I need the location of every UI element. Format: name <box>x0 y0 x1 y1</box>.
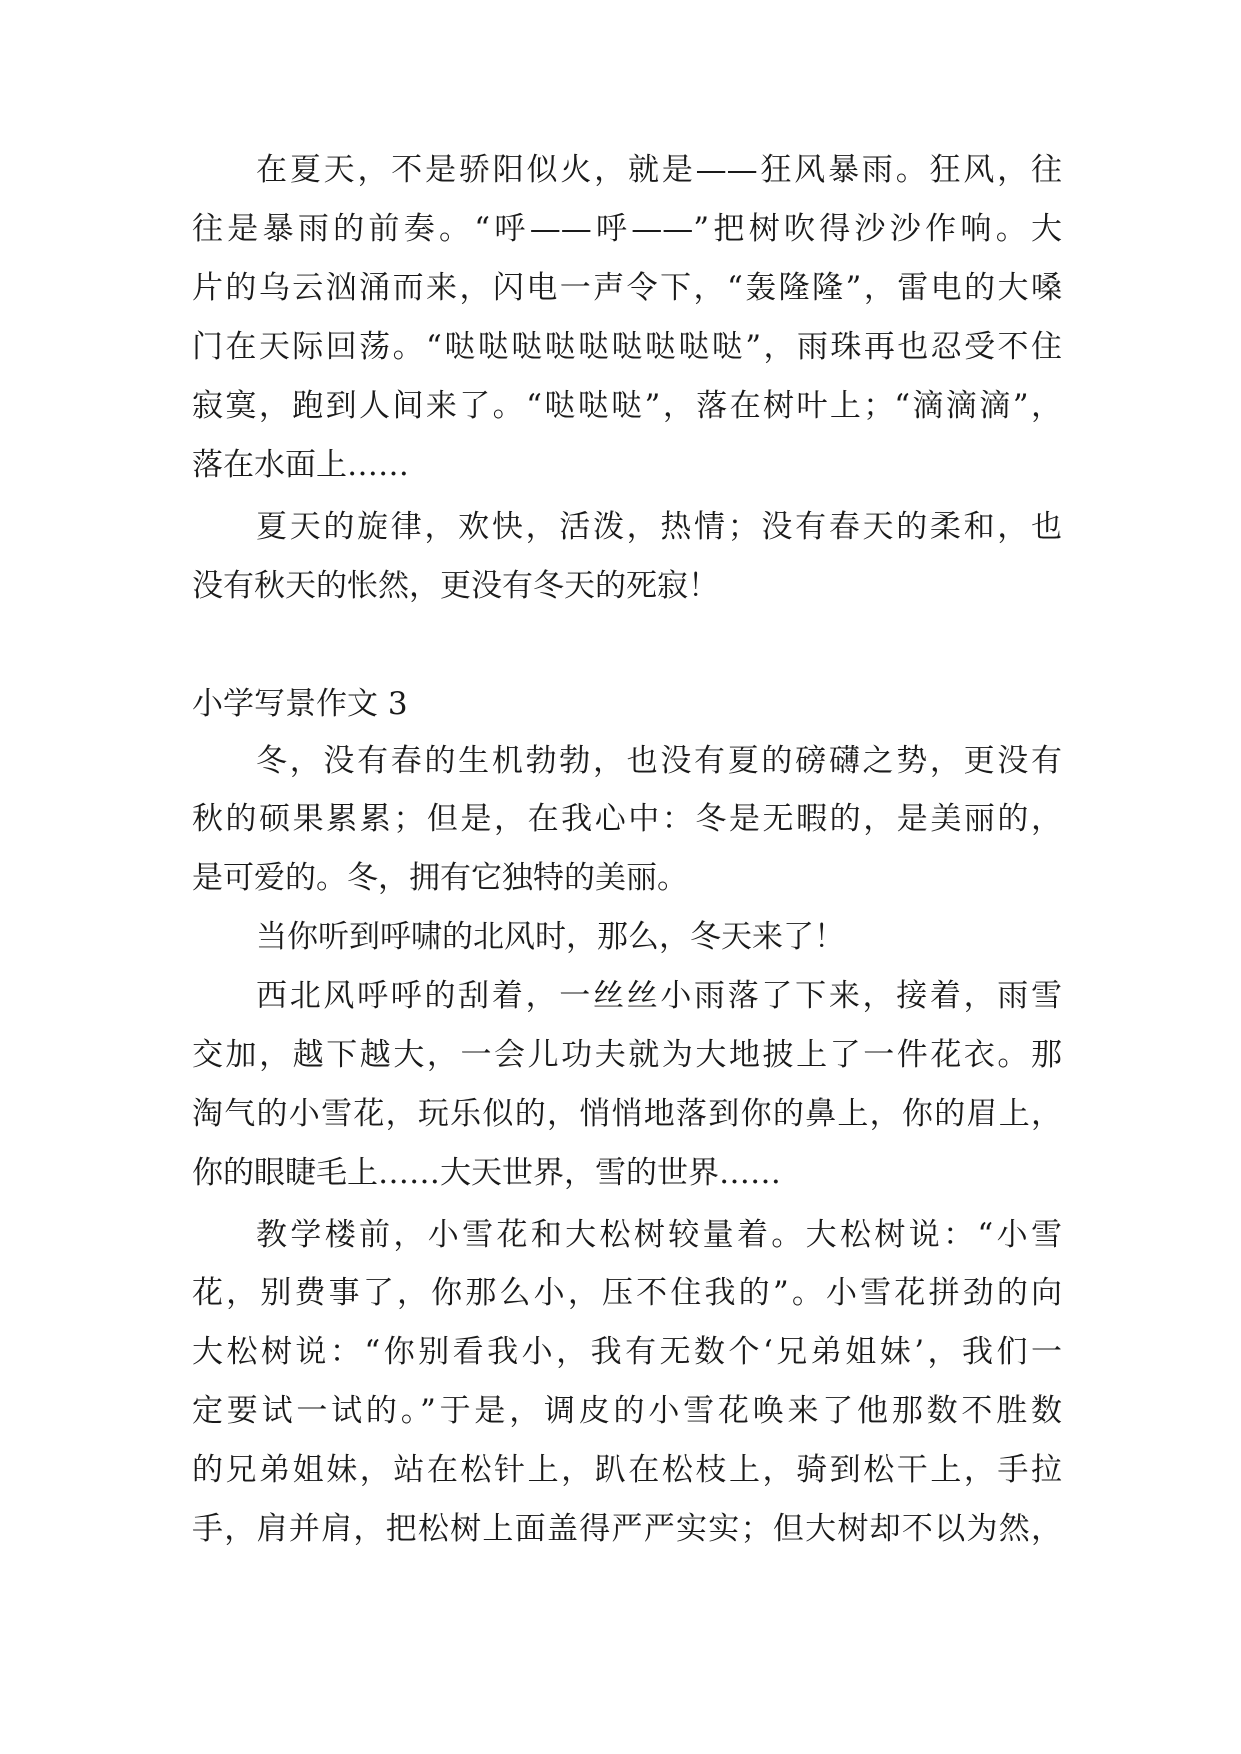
paragraph-winter-snow-line-3: 淘气的小雪花，玩乐似的，悄悄地落到你的鼻上，你的眉上， <box>192 1096 1062 1132</box>
paragraph-winter-snow-line-2: 交加，越下越大，一会儿功夫就为大地披上了一件花衣。那 <box>192 1037 1062 1073</box>
paragraph-summer-storm-line-3: 片的乌云汹涌而来，闪电一声令下，“轰隆隆”，雷电的大嗓 <box>192 270 1062 306</box>
paragraph-summer-storm-line-5: 寂寞，跑到人间来了。“哒哒哒”，落在树叶上；“滴滴滴”， <box>192 388 1062 424</box>
paragraph-summer-storm-line-6: 落在水面上…… <box>192 447 409 483</box>
paragraph-snow-and-pine-line-4: 定要试一试的。”于是，调皮的小雪花唤来了他那数不胜数 <box>192 1393 1062 1429</box>
paragraph-summer-storm-line-1: 在夏天，不是骄阳似火，就是——狂风暴雨。狂风，往 <box>256 152 1062 188</box>
paragraph-snow-and-pine-line-5: 的兄弟姐妹，站在松针上，趴在松枝上，骑到松干上，手拉 <box>192 1452 1062 1488</box>
paragraph-winter-intro-line-3: 是可爱的。冬，拥有它独特的美丽。 <box>192 860 688 896</box>
paragraph-summer-melody-line-1: 夏天的旋律，欢快，活泼，热情；没有春天的柔和，也 <box>256 509 1062 545</box>
paragraph-winter-intro-line-1: 冬，没有春的生机勃勃，也没有夏的磅礴之势，更没有 <box>256 743 1062 779</box>
paragraph-winter-snow-line-1: 西北风呼呼的刮着，一丝丝小雨落了下来，接着，雨雪 <box>256 978 1062 1014</box>
paragraph-snow-and-pine-line-6: 手，肩并肩，把松树上面盖得严严实实；但大树却不以为然， <box>192 1511 1062 1547</box>
paragraph-snow-and-pine-line-2: 花，别费事了，你那么小，压不住我的”。小雪花拼劲的向 <box>192 1275 1062 1311</box>
paragraph-summer-storm-line-4: 门在天际回荡。“哒哒哒哒哒哒哒哒哒”，雨珠再也忍受不住 <box>192 329 1062 365</box>
paragraph-summer-melody-line-2: 没有秋天的怅然，更没有冬天的死寂！ <box>192 568 719 604</box>
paragraph-snow-and-pine-line-3: 大松树说：“你别看我小，我有无数个‘兄弟姐妹’，我们一 <box>192 1334 1062 1370</box>
paragraph-summer-storm-line-2: 往是暴雨的前奏。“呼——呼——”把树吹得沙沙作响。大 <box>192 211 1062 247</box>
paragraph-winter-snow-line-4: 你的眼睫毛上……大天世界，雪的世界…… <box>192 1155 781 1191</box>
paragraph-snow-and-pine-line-1: 教学楼前，小雪花和大松树较量着。大松树说：“小雪 <box>256 1217 1062 1253</box>
paragraph-winter-intro-line-2: 秋的硕果累累；但是，在我心中：冬是无暇的，是美丽的， <box>192 801 1062 837</box>
paragraph-winter-wind-line-1: 当你听到呼啸的北风时，那么，冬天来了！ <box>256 919 845 955</box>
section-heading: 小学写景作文 3 <box>192 686 408 722</box>
